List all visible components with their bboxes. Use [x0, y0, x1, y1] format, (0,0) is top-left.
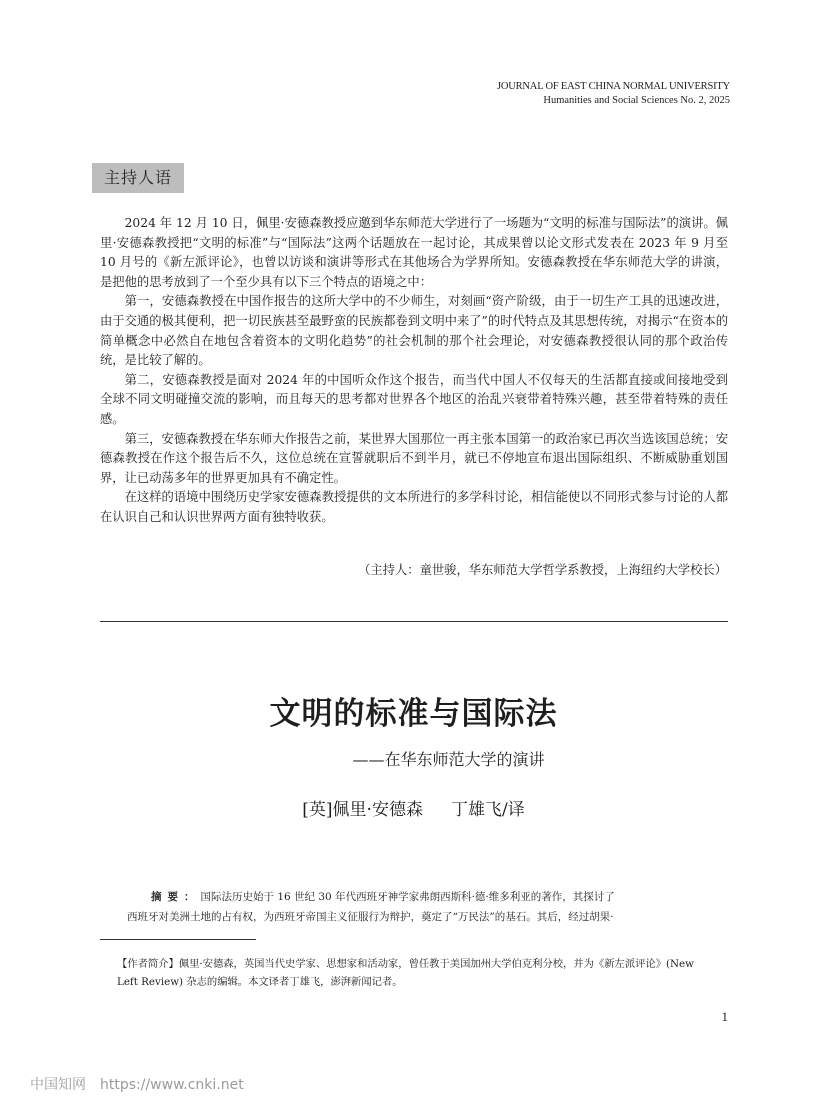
page-number: 1 [721, 1009, 728, 1024]
footnote-divider [100, 939, 256, 940]
host-paragraph: 2024 年 12 月 10 日，佩里·安德森教授应邀到华东师范大学进行了一场题为“文明的标准与国际法”的演讲。佩里·安德森教授把“文明的标准”与“国际法”这两个话题放在一起讨论，其成果曾以论文形式发表在 2023 年 9 月至 10 月号的《新左派评论》，也曾以访谈和演讲等形式在其他场合为学界所知。安德森教授在华东师范大学的讲演，是把他的思考放到了一个至少具有以下三个特点的语境之中： [100, 216, 728, 289]
author-note-line: Left Review) 杂志的编辑。本文译者丁雄飞，澎湃新闻记者。 [117, 976, 403, 988]
host-paragraph: 第二，安德森教授是面对 2024 年的中国听众作这个报告，而当代中国人不仅每天的生活都直接或间接地受到全球不同文明碰撞交流的影响，而且每天的思考都对世界各个地区的治乱兴衰带着特殊兴趣，甚至带着特殊的责任感。 [100, 372, 728, 426]
host-paragraph: 第一，安德森教授在中国作报告的这所大学中的不少师生，对刻画“资产阶级，由于一切生产工具的迅速改进，由于交通的极其便利，把一切民族甚至最野蛮的民族都卷到文明中来了”的时代特点及其思想传统，对揭示“在资本的简单概念中必然自在地包含着资本的文明化趋势”的社会机制的那个社会理论，对安德森教授很认同的那个政治传统，是比较了解的。 [100, 294, 728, 368]
host-signature: （主持人：童世骏，华东师范大学哲学系教授，上海纽约大学校长） [358, 563, 727, 577]
journal-header [497, 80, 730, 108]
host-paragraph: 在这样的语境中围绕历史学家安德森教授提供的文本所进行的多学科讨论，相信能使以不同形式参与讨论的人都在认识自己和认识世界两方面有独特收获。 [100, 490, 728, 524]
host-paragraph: 第三，安德森教授在华东师大作报告之前，某世界大国那位一再主张本国第一的政治家已再次当选该国总统；安德森教授在作这个报告后不久，这位总统在宣誓就职后不到半月，就已不停地宣布退出国际组织、不断威胁重划国界，让已动荡多年的世界更加具有不确定性。 [100, 431, 728, 485]
author-line [0, 795, 827, 820]
watermark-brand: 中国知网 [30, 1077, 86, 1093]
abstract [127, 887, 700, 927]
host-remarks-label: 主持人语 [92, 163, 184, 193]
journal-issue: Humanities and Social Sciences No. 2, 2025 [543, 95, 730, 106]
watermark-url: https://www.cnki.net [100, 1077, 244, 1093]
host-remarks-body [100, 214, 728, 528]
abstract-label: 摘要： [151, 891, 201, 903]
cnki-watermark [30, 1074, 244, 1094]
section-divider [100, 621, 728, 622]
article-title: 文明的标准与国际法 [269, 696, 558, 732]
abstract-text: 西班牙对美洲土地的占有权，为西班牙帝国主义征服行为辩护，奠定了“万民法”的基石。其后，经过胡果· [127, 911, 614, 923]
author-note-line: 【作者简介】佩里·安德森，英国当代史学家、思想家和活动家，曾任教于美国加州大学伯克利分校，并为《新左派评论》(New [117, 958, 694, 970]
article-subtitle: ——在华东师范大学的演讲 [352, 750, 545, 769]
author-name: [英]佩里·安德森 [302, 800, 423, 820]
author-note [117, 955, 729, 991]
journal-name: JOURNAL OF EAST CHINA NORMAL UNIVERSITY [496, 81, 730, 92]
abstract-text: 国际法历史始于 16 世纪 30 年代西班牙神学家弗朗西斯科·德·维多利亚的著作，其探讨了 [200, 891, 615, 903]
translator-name: 丁雄飞/译 [450, 800, 525, 820]
